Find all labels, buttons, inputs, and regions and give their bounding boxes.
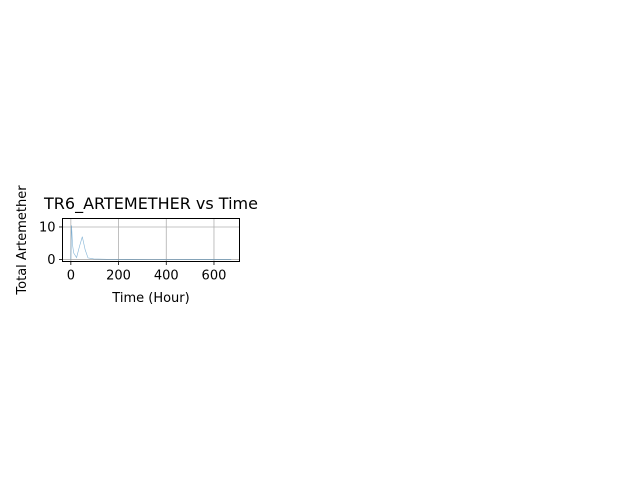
ticks	[39, 220, 226, 283]
gridlines	[63, 219, 240, 262]
y-axis-label: Total Artemether	[15, 185, 30, 295]
chart-title: TR6_ARTEMETHER vs Time	[44, 194, 258, 213]
series-layer	[71, 225, 231, 259]
x-tick-label: 0	[66, 268, 75, 284]
x-tick-label: 400	[153, 268, 179, 284]
plot-frame	[63, 219, 240, 262]
y-tick-label: 0	[47, 253, 56, 269]
x-tick-label: 600	[201, 268, 227, 284]
x-tick-label: 200	[106, 268, 131, 284]
series-line	[71, 225, 231, 259]
x-axis-label: Time (Hour)	[112, 291, 190, 306]
y-tick-label: 10	[38, 220, 56, 236]
